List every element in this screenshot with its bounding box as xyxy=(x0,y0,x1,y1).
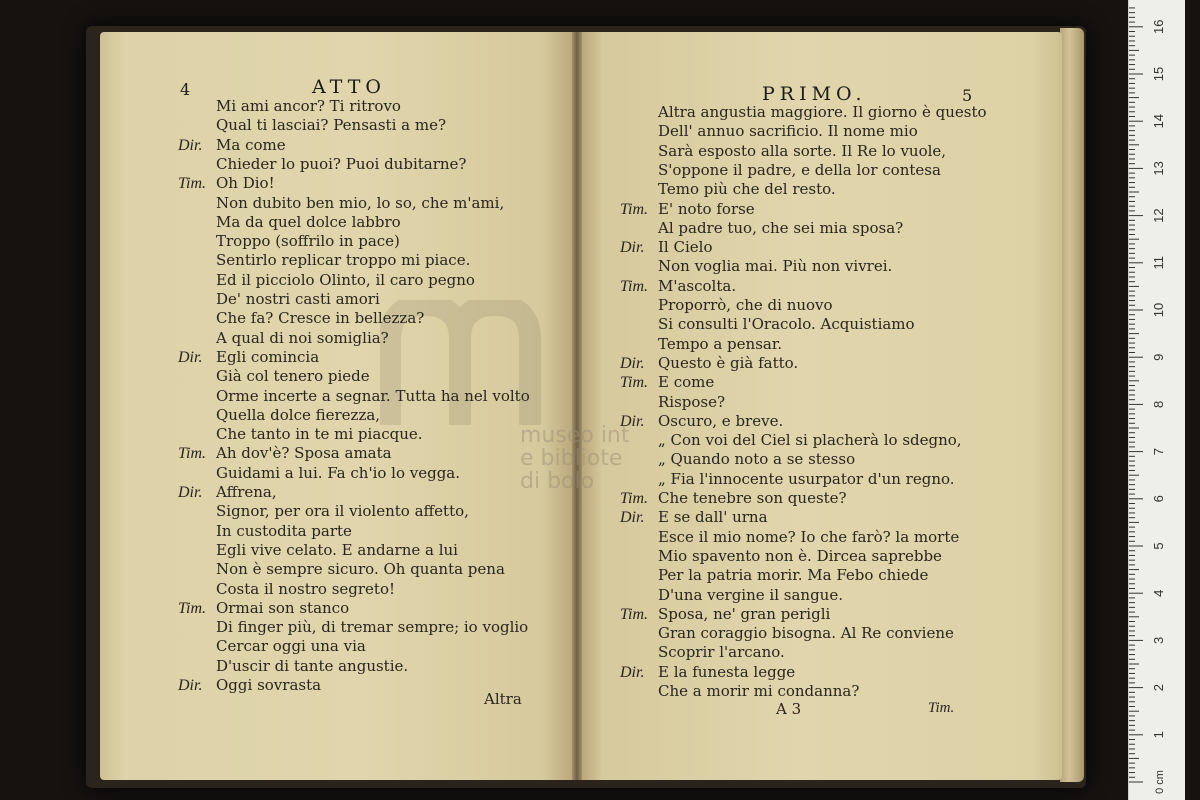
speaker-label: Dir. xyxy=(620,239,645,257)
text-line xyxy=(620,238,713,257)
speaker-label: Dir. xyxy=(620,663,645,681)
text-line xyxy=(216,637,366,656)
line-text: Temo più che del resto. xyxy=(658,180,836,199)
text-line xyxy=(620,508,768,527)
ruler-label: 11 xyxy=(1151,256,1166,270)
ruler-label: 3 xyxy=(1151,636,1166,645)
line-text: Qual ti lasciai? Pensasti a me? xyxy=(216,116,446,135)
line-text: E la funesta legge xyxy=(658,662,796,681)
text-line xyxy=(658,682,859,701)
text-line xyxy=(178,598,350,618)
speaker-label: Dir. xyxy=(178,484,203,501)
text-line xyxy=(658,219,903,238)
line-text: Oggi sovrasta xyxy=(216,676,322,694)
speaker-label: Dir. xyxy=(178,348,203,366)
text-line xyxy=(620,199,755,219)
ruler-scale xyxy=(1129,0,1185,800)
text-line xyxy=(620,276,737,296)
text-line xyxy=(216,213,401,232)
speaker-label: Tim. xyxy=(178,445,207,463)
speaker-label: Tim. xyxy=(620,374,649,392)
ruler-label: 16 xyxy=(1151,19,1166,35)
speaker-label: Dir. xyxy=(178,677,203,694)
text-line xyxy=(216,522,352,541)
line-text: Egli comincia xyxy=(216,347,320,366)
line-text: Proporrò, che di nuovo xyxy=(658,296,833,314)
book-gutter xyxy=(572,32,582,780)
text-line xyxy=(620,604,831,624)
speaker-label: Dir. xyxy=(620,412,645,430)
line-text: E' noto forse xyxy=(658,199,755,218)
text-line xyxy=(620,411,784,431)
text-line xyxy=(658,161,941,180)
ruler-label: 7 xyxy=(1151,447,1166,456)
line-text: Oscuro, e breve. xyxy=(658,411,784,430)
speaker-label: Dir. xyxy=(620,509,645,527)
line-text: Affrena, xyxy=(216,483,277,501)
line-text: Al padre tuo, che sei mia sposa? xyxy=(658,218,904,237)
line-text: Egli vive celato. E andarne a lui xyxy=(216,540,458,559)
line-text: Che tenebre son queste? xyxy=(658,489,847,507)
ruler-label: 4 xyxy=(1151,589,1166,597)
text-line xyxy=(658,450,855,469)
text-line xyxy=(658,122,918,141)
line-text: Gran coraggio bisogna. Al Re conviene xyxy=(658,624,954,643)
text-line xyxy=(216,329,389,348)
text-line xyxy=(216,271,475,290)
line-text: Esce il mio nome? Io che farò? la morte xyxy=(658,527,960,546)
line-text: Che a morir mi condanna? xyxy=(658,682,860,700)
line-text: Troppo (soffrilo in pace) xyxy=(216,232,400,251)
text-line xyxy=(216,367,370,386)
text-line xyxy=(216,560,505,579)
text-line xyxy=(658,393,725,412)
text-line xyxy=(620,373,715,392)
line-text: Che fa? Cresce in bellezza? xyxy=(216,309,425,328)
text-line xyxy=(216,502,469,521)
text-line xyxy=(216,309,424,328)
line-text: D'uscir di tante angustie. xyxy=(216,656,409,675)
text-line xyxy=(658,624,954,643)
line-text: De' nostri casti amori xyxy=(216,290,380,308)
text-line xyxy=(216,232,400,251)
ruler-label: 1 xyxy=(1151,731,1166,739)
ruler-label: 13 xyxy=(1151,161,1166,176)
speaker-label: Tim. xyxy=(620,200,649,218)
line-text: Il Cielo xyxy=(658,238,713,257)
catchword-left: Altra xyxy=(484,690,522,708)
line-text: Dell' annuo sacrificio. Il nome mio xyxy=(658,122,918,141)
text-line xyxy=(658,643,785,662)
text-line xyxy=(178,676,322,695)
line-text: Rispose? xyxy=(658,392,726,411)
signature-mark: A 3 xyxy=(776,700,802,718)
line-text: Ed il picciolo Olinto, il caro pegno xyxy=(216,270,475,289)
text-line xyxy=(658,103,987,122)
text-line xyxy=(658,528,959,547)
ruler-unit-label: 0 cm xyxy=(1154,770,1166,794)
line-text: Scoprir l'arcano. xyxy=(658,643,785,662)
museum-watermark-text: museo int e bibliote di bolo xyxy=(520,423,630,494)
page-number-right: 5 xyxy=(962,86,973,105)
ruler-label: 2 xyxy=(1151,683,1166,692)
speaker-label: Tim. xyxy=(178,599,207,617)
line-text: Oh Dio! xyxy=(216,174,275,193)
text-line xyxy=(216,657,408,676)
ruler-label: 6 xyxy=(1151,495,1166,503)
line-text: Già col tenero piede xyxy=(216,367,370,386)
line-text: Sentirlo replicar troppo mi piace. xyxy=(216,251,471,270)
text-line xyxy=(658,296,833,315)
measuring-ruler xyxy=(1128,0,1185,800)
book-edge xyxy=(1060,28,1084,782)
line-text: Questo è già fatto. xyxy=(658,353,799,372)
line-text: S'oppone il padre, e della lor contesa xyxy=(658,160,941,179)
text-line xyxy=(620,662,796,682)
text-line xyxy=(620,489,847,508)
text-line xyxy=(216,290,380,309)
line-text: Cercar oggi una via xyxy=(216,637,366,656)
ruler-label: 9 xyxy=(1151,353,1166,361)
line-text: A qual di noi somiglia? xyxy=(216,328,389,347)
line-text: Ormai son stanco xyxy=(216,598,350,617)
text-line xyxy=(658,547,942,566)
text-line xyxy=(178,483,277,502)
ruler-label: 10 xyxy=(1151,302,1166,318)
text-line xyxy=(216,155,466,174)
line-text: M'ascolta. xyxy=(658,276,737,295)
catchword-right: Tim. xyxy=(928,700,955,716)
text-line xyxy=(658,315,915,334)
text-line xyxy=(216,580,395,599)
line-text: Sarà esposto alla sorte. Il Re lo vuole, xyxy=(658,141,947,160)
text-line xyxy=(216,464,460,483)
page-header-left: ATTO xyxy=(312,76,386,98)
line-text: Ma come xyxy=(216,135,286,154)
line-text: Tempo a pensar. xyxy=(658,334,783,353)
speaker-label: Dir. xyxy=(178,136,203,154)
line-text: Sposa, ne' gran perigli xyxy=(658,604,831,623)
line-text: In custodita parte xyxy=(216,521,352,540)
text-line xyxy=(216,406,380,425)
line-text: Mio spavento non è. Dircea saprebbe xyxy=(658,546,942,565)
text-line xyxy=(178,174,275,193)
line-text: Non voglia mai. Più non vivrei. xyxy=(658,257,893,276)
line-text: Mi ami ancor? Ti ritrovo xyxy=(216,97,401,115)
text-line xyxy=(178,444,392,463)
text-line xyxy=(216,387,530,406)
line-text: Ah dov'è? Sposa amata xyxy=(216,444,392,463)
text-line xyxy=(658,180,836,199)
line-text: Per la patria morir. Ma Febo chiede xyxy=(658,566,929,585)
line-text: D'una vergine il sangue. xyxy=(658,585,843,604)
ruler-label: 8 xyxy=(1151,400,1166,409)
text-line xyxy=(216,425,423,444)
page-header-right: PRIMO. xyxy=(762,83,867,105)
ruler-label: 15 xyxy=(1151,66,1166,82)
line-text: Orme incerte a segnar. Tutta ha nel volto xyxy=(216,386,530,405)
text-line xyxy=(178,135,286,155)
line-text: Altra angustia maggiore. Il giorno è questo xyxy=(658,103,987,121)
line-text: Chieder lo puoi? Puoi dubitarne? xyxy=(216,154,467,173)
text-line xyxy=(658,142,946,161)
ruler-label: 5 xyxy=(1151,542,1166,550)
speaker-label: Tim. xyxy=(178,175,207,193)
line-text: Di finger più, di tremar sempre; io voglio xyxy=(216,618,529,637)
text-line xyxy=(216,618,528,637)
line-text: Guidami a lui. Fa ch'io lo vegga. xyxy=(216,463,461,482)
speaker-label: Tim. xyxy=(620,490,649,507)
line-text: Ma da quel dolce labbro xyxy=(216,212,401,231)
text-line xyxy=(216,541,458,560)
line-text: Non è sempre sicuro. Oh quanta pena xyxy=(216,560,505,579)
ruler-label: 14 xyxy=(1151,113,1166,129)
text-line xyxy=(216,116,446,135)
line-text: Si consulti l'Oracolo. Acquistiamo xyxy=(658,315,915,334)
text-line xyxy=(216,97,401,116)
text-line xyxy=(178,347,320,367)
line-text: „ Con voi del Ciel si placherà lo sdegno, xyxy=(658,431,962,450)
line-text: E come xyxy=(658,373,715,392)
page-number-left: 4 xyxy=(180,80,191,99)
speaker-label: Tim. xyxy=(620,277,649,295)
line-text: Che tanto in te mi piacque. xyxy=(216,425,423,444)
line-text: „ Quando noto a se stesso xyxy=(658,450,856,469)
line-text: Quella dolce fierezza, xyxy=(216,405,381,424)
text-line xyxy=(658,470,955,489)
text-line xyxy=(658,431,962,450)
line-text: Non dubito ben mio, lo so, che m'ami, xyxy=(216,193,505,212)
text-line xyxy=(658,257,892,276)
ruler-label: 12 xyxy=(1151,208,1166,223)
text-line xyxy=(216,251,470,270)
line-text: Costa il nostro segreto! xyxy=(216,579,396,598)
text-line xyxy=(620,353,799,373)
line-text: Signor, per ora il violento affetto, xyxy=(216,502,469,521)
text-line xyxy=(658,335,782,354)
line-text: E se dall' urna xyxy=(658,508,768,527)
text-line xyxy=(658,566,928,585)
speaker-label: Dir. xyxy=(620,354,645,372)
text-line xyxy=(658,586,843,605)
line-text: „ Fia l'innocente usurpator d'un regno. xyxy=(658,469,955,488)
text-line xyxy=(216,194,504,213)
speaker-label: Tim. xyxy=(620,605,649,623)
